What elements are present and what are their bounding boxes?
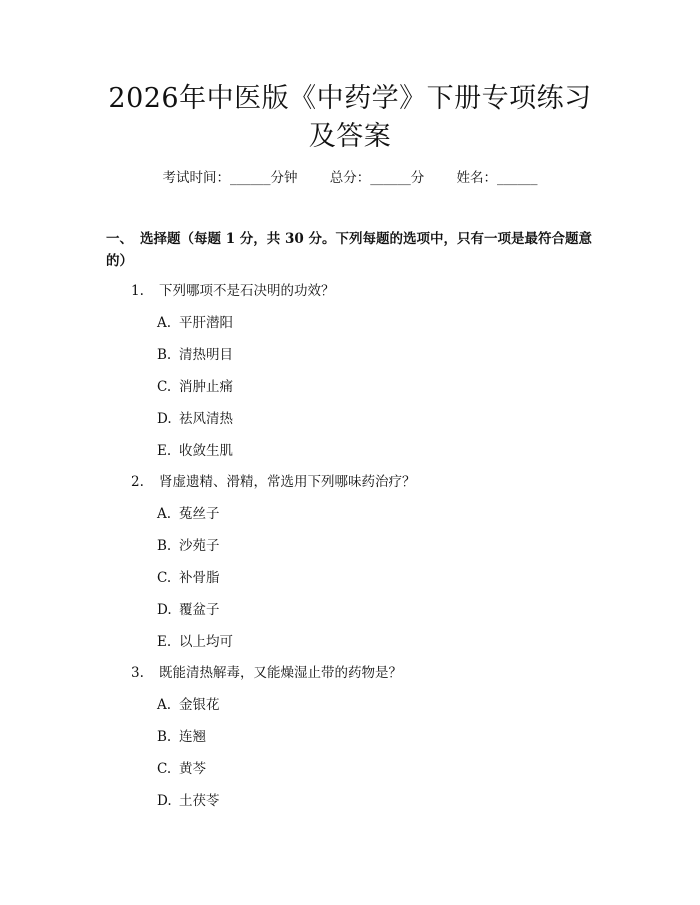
question-text: 肾虚遗精、滑精，常选用下列哪味药治疗？ (159, 474, 416, 490)
option-letter: D. (157, 602, 172, 618)
total-score-field: 总分：______分 (329, 170, 425, 186)
question-3-option-d (157, 791, 220, 811)
exam-time-field: 考试时间：______分钟 (162, 170, 298, 186)
exam-info-line (0, 168, 700, 188)
option-text: 沙苑子 (179, 538, 220, 554)
option-text: 清热明目 (179, 347, 233, 363)
option-letter: C. (157, 761, 172, 777)
question-1-option-e (157, 441, 233, 461)
option-letter: A. (157, 315, 172, 331)
question-1-option-a (157, 313, 233, 333)
question-number: 3. (131, 665, 144, 681)
question-1-option-b (157, 345, 233, 365)
question-text: 下列哪项不是石决明的功效？ (159, 283, 335, 299)
question-3 (131, 663, 402, 683)
section-number: 一、 (106, 231, 133, 247)
option-text: 祛风清热 (179, 411, 233, 427)
question-1-option-d (157, 409, 233, 429)
question-1-option-c (157, 377, 233, 397)
option-letter: D. (157, 793, 172, 809)
option-letter: C. (157, 379, 172, 395)
name-field: 姓名：______ (456, 170, 538, 186)
question-2-option-b (157, 536, 220, 556)
option-text: 收敛生肌 (179, 443, 233, 459)
question-3-option-c (157, 759, 206, 779)
question-3-option-b (157, 727, 206, 747)
question-number: 1. (131, 283, 144, 299)
question-2-option-c (157, 568, 220, 588)
option-letter: B. (157, 347, 172, 363)
option-letter: C. (157, 570, 172, 586)
option-letter: A. (157, 697, 172, 713)
option-letter: E. (157, 443, 172, 459)
question-number: 2. (131, 474, 144, 490)
option-letter: B. (157, 538, 172, 554)
question-2-option-d (157, 600, 220, 620)
question-1 (131, 281, 335, 301)
option-text: 黄芩 (179, 761, 206, 777)
document-title: 2026年中医版《中药学》下册专项练习及答案 (108, 83, 592, 152)
question-3-option-a (157, 695, 220, 715)
option-text: 连翘 (179, 729, 206, 745)
question-2 (131, 472, 416, 492)
option-text: 消肿止痛 (179, 379, 233, 395)
section-heading-text: 选择题（每题 1 分，共 30 分。下列每题的选项中，只有一项是最符合题意的） (106, 231, 592, 269)
option-text: 平肝潜阳 (179, 315, 233, 331)
question-2-option-a (157, 504, 220, 524)
question-2-option-e (157, 632, 233, 652)
option-text: 覆盆子 (179, 602, 220, 618)
option-letter: A. (157, 506, 172, 522)
question-text: 既能清热解毒，又能燥湿止带的药物是？ (159, 665, 402, 681)
section-heading (106, 228, 596, 272)
option-text: 菟丝子 (179, 506, 220, 522)
option-letter: E. (157, 634, 172, 650)
option-text: 补骨脂 (179, 570, 220, 586)
option-text: 土茯苓 (179, 793, 220, 809)
option-text: 金银花 (179, 697, 220, 713)
option-letter: B. (157, 729, 172, 745)
option-letter: D. (157, 411, 172, 427)
option-text: 以上均可 (179, 634, 233, 650)
